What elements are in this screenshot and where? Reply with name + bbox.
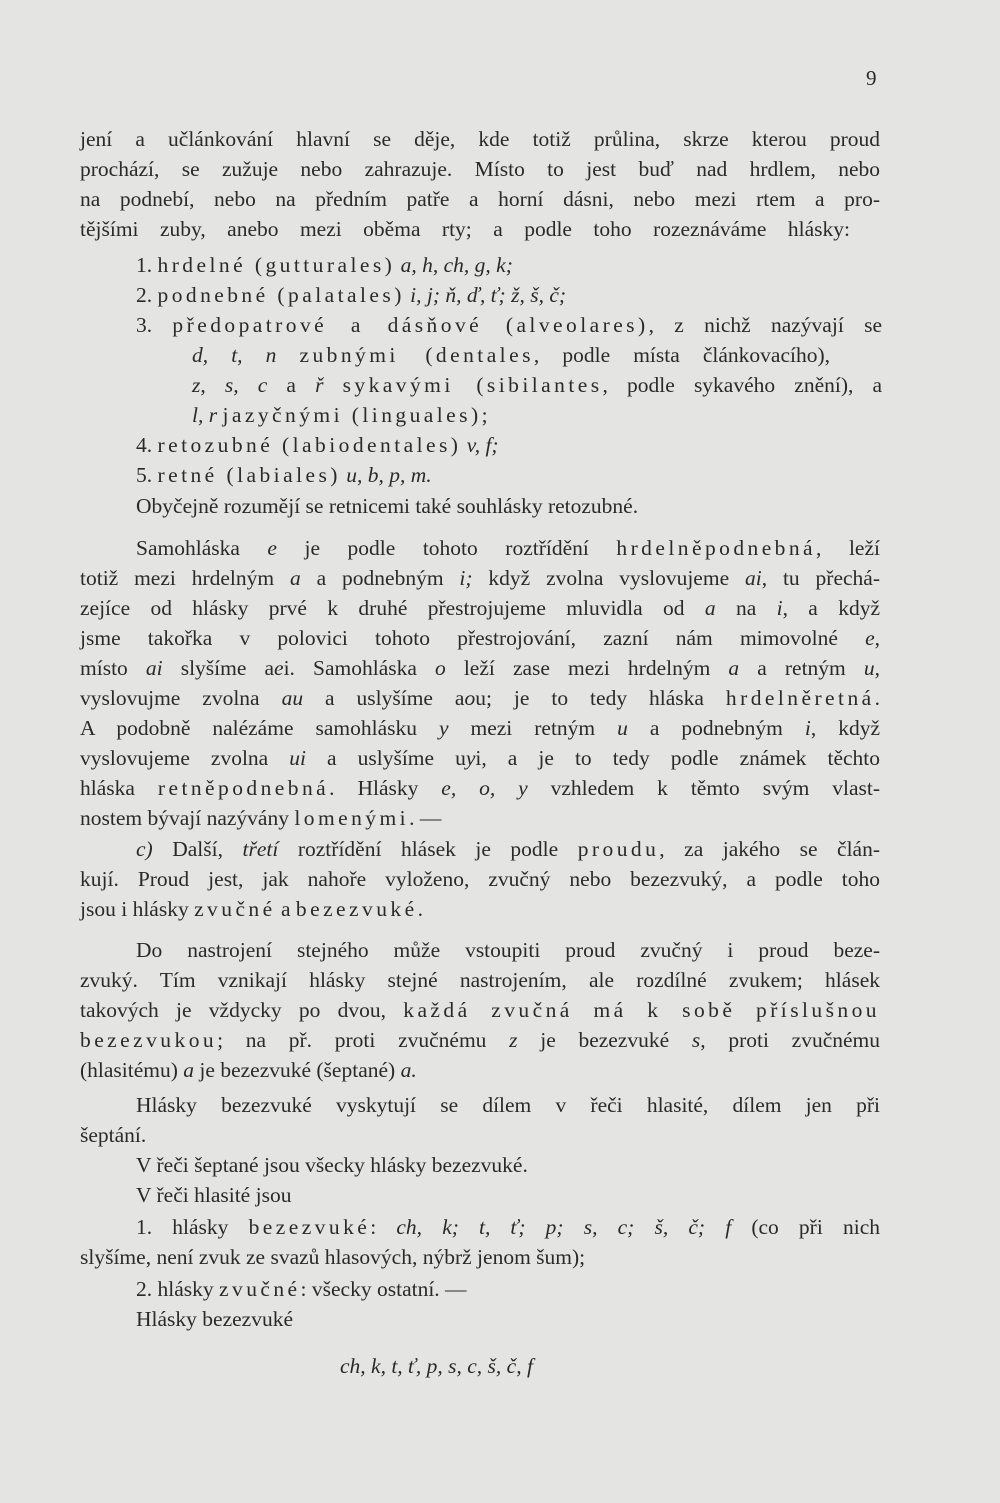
text-run: slyšíme a (162, 656, 275, 680)
spaced-emphasis: bezezvuké (295, 897, 418, 921)
text-run: , a když (782, 596, 880, 620)
text-line (80, 185, 880, 213)
italic-run: ch, k, t, ť, p, s, c, š, č, f (340, 1354, 533, 1378)
text-run: 1. hlásky (136, 1215, 249, 1239)
spaced-emphasis: podnebné (palatales) (157, 283, 405, 307)
spaced-emphasis: sykavými (sibilantes (342, 373, 603, 397)
text-run: totiž mezi hrdelným (80, 566, 290, 590)
text-run: : (370, 1215, 397, 1239)
text-line (136, 492, 638, 520)
page-number: 9 (866, 66, 877, 90)
text-run: Obyčejně rozumějí se retnicemi také souhlásky retozubné. (136, 494, 639, 518)
text-line (80, 684, 880, 712)
text-line (80, 564, 880, 592)
text-run: prochází, se zužuje nebo zahrazuje. Místo to jest buď nad hrdlem, nebo (80, 157, 880, 181)
text-run: , podle místa článkovacího), (533, 343, 831, 367)
spaced-emphasis: zvučné (194, 897, 276, 921)
italic-run: y (438, 716, 449, 740)
text-run: : všecky ostatní. — (300, 1277, 467, 1301)
text-run: , proti zvučnému (700, 1028, 880, 1052)
italic-run: a, h, ch, g, k; (400, 253, 513, 277)
text-run: Další, (152, 837, 243, 861)
text-run: , když (810, 716, 881, 740)
text-line (80, 215, 850, 243)
text-line (80, 1056, 417, 1084)
text-run: (hlasitému) (80, 1058, 184, 1082)
text-run: A podobně nalézáme samohlásku (80, 716, 439, 740)
text-run: a uslyšíme a (303, 686, 465, 710)
spaced-emphasis: každá zvučná má k sobě příslušnou (403, 998, 880, 1022)
text-line (80, 774, 880, 802)
text-run: 1. (136, 253, 158, 277)
text-line (80, 155, 880, 183)
italic-run: a (183, 1058, 195, 1082)
italic-run: z (509, 1028, 518, 1052)
spaced-emphasis: lomenými (294, 806, 410, 830)
text-run: Samohláska (136, 536, 268, 560)
text-run: šeptání. (80, 1123, 147, 1147)
text-run: takových je vždycky po dvou, (80, 998, 404, 1022)
spaced-emphasis: předopatrové a dásňové (alveolares) (172, 313, 649, 337)
text-run: Hlásky bezezvuké (136, 1307, 293, 1331)
italic-run: ai (145, 656, 163, 680)
spaced-emphasis: zvučné (219, 1277, 301, 1301)
text-run: a podnebným (300, 566, 460, 590)
italic-run: a (728, 656, 740, 680)
text-run (276, 343, 299, 367)
text-line (80, 996, 880, 1024)
spaced-emphasis: retozubné (labiodentales) (157, 433, 462, 457)
italic-run: y (465, 746, 476, 770)
text-run: leží zase mezi hrdelným (445, 656, 729, 680)
text-run: jsme takořka v polovici tohoto přestrojování, zazní nám mimovolné (80, 626, 866, 650)
text-run: i, a je to tedy podle známek těchto (475, 746, 881, 770)
text-line (80, 714, 880, 742)
text-run: a retným (739, 656, 864, 680)
italic-run: ch, k; t, ť; p; s, c; š, č; f (396, 1215, 732, 1239)
text-run: ; na př. proti zvučnému (217, 1028, 510, 1052)
italic-run: d, t, n (192, 343, 277, 367)
spaced-emphasis: hrdelněpodnebná (616, 536, 817, 560)
italic-run: u (617, 716, 628, 740)
text-run: jsou i hlásky (80, 897, 195, 921)
spaced-emphasis: hrdelné (gutturales) (157, 253, 396, 277)
text-run: místo (80, 656, 146, 680)
italic-run: z, s, c (192, 373, 268, 397)
list-item (136, 1275, 467, 1303)
text-line (136, 534, 880, 562)
text-line (80, 744, 880, 772)
text-line (80, 1121, 146, 1149)
spaced-emphasis: bezezvuké (248, 1215, 371, 1239)
list-item (136, 431, 499, 459)
text-run: a (267, 373, 316, 397)
text-line (80, 804, 441, 832)
text-run: . — (409, 806, 442, 830)
spaced-emphasis: retněpodnebná (157, 776, 330, 800)
list-item (136, 461, 432, 489)
italic-run: i; (459, 566, 473, 590)
text-run: V řeči šeptané jsou všecky hlásky bezezvuké. (136, 1153, 528, 1177)
list-item (136, 311, 882, 339)
spaced-emphasis: jazyčnými (linguales); (222, 403, 491, 427)
text-run: , z nichž nazývají se (648, 313, 882, 337)
text-run: když zvolna vyslovujeme (472, 566, 745, 590)
text-run: 2. (136, 283, 158, 307)
text-line (136, 1305, 293, 1333)
italic-run: ui (289, 746, 306, 770)
text-run: nostem bývají nazývány (80, 806, 295, 830)
text-run: . (874, 686, 880, 710)
text-run: na podnebí, nebo na předním patře a horní dásni, nebo mezi rtem a pro- (80, 187, 880, 211)
italic-run: c) (136, 837, 153, 861)
italic-run: u, b, p, m. (346, 463, 432, 487)
text-run: zvuký. Tím vznikají hlásky stejné nastrojením, ale rozdílné zvukem; hlásek (80, 968, 880, 992)
text-line (80, 654, 880, 682)
text-run: u; je to tedy hláska (475, 686, 726, 710)
text-run: zejíce od hlásky prvé k druhé přestrojujeme mluvidla od (80, 596, 705, 620)
text-run: 3. (136, 313, 173, 337)
text-line (136, 936, 880, 964)
text-run: . Hlásky (329, 776, 442, 800)
italic-run: l, r (192, 403, 218, 427)
text-run: a (275, 897, 296, 921)
text-run: a podnebným (627, 716, 805, 740)
text-run: vyslovujme zvolna (80, 686, 282, 710)
text-run: , leží (816, 536, 880, 560)
text-run: na (715, 596, 777, 620)
text-run: je bezezvuké (šeptané) (194, 1058, 401, 1082)
italic-run: v, f; (466, 433, 499, 457)
italic-run: o (435, 656, 446, 680)
text-run: , podle sykavého znění), a (602, 373, 883, 397)
text-line (80, 594, 880, 622)
text-run: je podle tohoto roztřídění (276, 536, 617, 560)
text-line (80, 1026, 880, 1054)
text-line (80, 895, 423, 923)
text-run: , za jakého se člán- (659, 837, 880, 861)
italic-run: i (776, 596, 783, 620)
italic-run: s (691, 1028, 701, 1052)
text-run: , (874, 626, 880, 650)
text-run: 4. (136, 433, 158, 457)
text-run: 2. hlásky (136, 1277, 220, 1301)
list-item (136, 251, 513, 279)
list-item-continuation (192, 341, 830, 369)
spaced-emphasis: zubnými (dentales (299, 343, 534, 367)
text-run: (co při nich (731, 1215, 880, 1239)
text-line (136, 1181, 291, 1209)
italic-run: o (464, 686, 476, 710)
list-item-continuation (192, 371, 882, 399)
text-line (80, 865, 880, 893)
italic-run: e (267, 536, 277, 560)
text-run: roztřídění hlásek je podle (278, 837, 578, 861)
list-item (136, 281, 566, 309)
text-run: jení a učlánkování hlavní se děje, kde totiž průlina, skrze kterou proud (80, 127, 880, 151)
text-run: i. Samohláska (283, 656, 435, 680)
text-run: mezi retným (448, 716, 618, 740)
list-item-continuation (80, 1243, 585, 1271)
italic-run: i (804, 716, 811, 740)
italic-run: ř (315, 373, 324, 397)
text-run: , tu přechá- (761, 566, 880, 590)
text-run: . (417, 897, 423, 921)
consonant-list (340, 1352, 533, 1380)
italic-run: u (863, 656, 875, 680)
italic-run: au (281, 686, 304, 710)
text-run: vzhledem k těmto svým vlast- (527, 776, 880, 800)
italic-run: ai (744, 566, 762, 590)
text-line (136, 1151, 528, 1179)
spaced-emphasis: hrdelněretná (725, 686, 875, 710)
text-run: V řeči hlasité jsou (136, 1183, 292, 1207)
italic-run: a (290, 566, 301, 590)
text-run: Do nastrojení stejného může vstoupiti proud zvučný i proud beze- (136, 938, 880, 962)
text-run: kují. Proud jest, jak nahoře vyloženo, zvučný nebo bezezvuký, a podle toho (80, 867, 880, 891)
spaced-emphasis: bezezvukou (80, 1028, 218, 1052)
italic-run: i, j; ň, ď, ť; ž, š, č; (410, 283, 567, 307)
text-line (80, 966, 880, 994)
italic-run: e (274, 656, 284, 680)
text-run: vyslovujeme zvolna (80, 746, 290, 770)
text-line (136, 835, 880, 863)
text-run: a uslyšíme u (306, 746, 466, 770)
list-item-continuation (192, 401, 491, 429)
text-line (80, 125, 880, 153)
italic-run: a. (400, 1058, 417, 1082)
italic-run: třetí (242, 837, 279, 861)
italic-run: a (704, 596, 716, 620)
text-run: Hlásky bezezvuké vyskytují se dílem v řeči hlasité, dílem jen při (136, 1093, 880, 1117)
text-run: , (874, 656, 880, 680)
text-run: je bezezvuké (517, 1028, 692, 1052)
italic-run: e, o, y (441, 776, 528, 800)
text-run: slyšíme, není zvuk ze svazů hlasových, nýbrž jenom šum); (80, 1245, 586, 1269)
text-run (323, 373, 342, 397)
text-line (136, 1091, 880, 1119)
text-line (80, 624, 880, 652)
italic-run: e (865, 626, 875, 650)
text-run: 5. (136, 463, 158, 487)
list-item (136, 1213, 880, 1241)
spaced-emphasis: retné (labiales) (157, 463, 341, 487)
text-run: hláska (80, 776, 158, 800)
text-run: tějšími zuby, anebo mezi oběma rty; a podle toho rozeznáváme hlásky: (80, 217, 850, 241)
spaced-emphasis: proudu (577, 837, 660, 861)
